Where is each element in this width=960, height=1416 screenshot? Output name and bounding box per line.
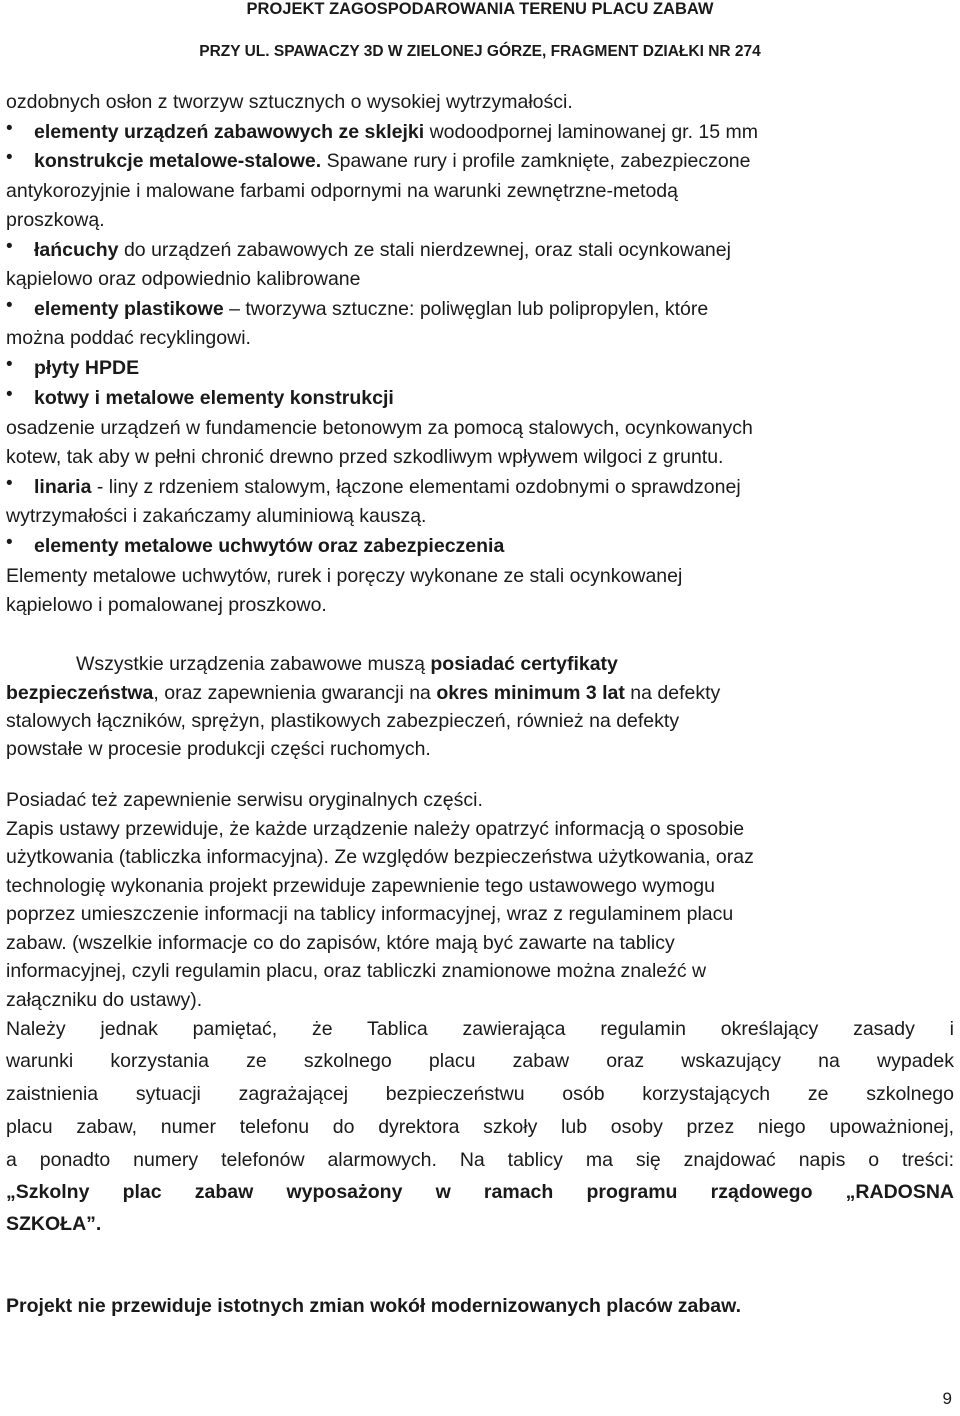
- text-line: proszkową.: [6, 209, 105, 231]
- list-item: [34, 118, 954, 146]
- text-line: można poddać recyklingowi.: [6, 327, 251, 349]
- document-header-line2: PRZY UL. SPAWACZY 3D W ZIELONEJ GÓRZE, FRAGMENT DZIAŁKI NR 274: [199, 43, 761, 60]
- text-line: wytrzymałości i zakańczamy aluminiową kauszą.: [6, 505, 427, 527]
- text-line: ozdobnych osłon z tworzyw sztucznych o wysokiej wytrzymałości.: [6, 91, 573, 113]
- list-item-title: linaria: [34, 476, 92, 498]
- paragraph-line: Wszystkie urządzenia zabawowe muszą posiadać certyfikaty: [76, 653, 618, 675]
- bullet-icon: •: [6, 295, 13, 316]
- list-item-title: konstrukcje metalowe-stalowe.: [34, 150, 322, 172]
- list-item-text: - liny z rdzeniem stalowym, łączone elementami ozdobnymi o sprawdzonej: [91, 476, 741, 498]
- paragraph-line: poprzez umieszczenie informacji na tablicy informacyjnej, wraz z regulaminem placu: [6, 903, 734, 925]
- list-item-title: płyty HPDE: [34, 357, 140, 379]
- paragraph-line: informacyjnej, czyli regulamin placu, oraz tabliczki znamionowe można znaleźć w: [6, 960, 707, 982]
- list-item-title: elementy metalowe uchwytów oraz zabezpieczenia: [34, 535, 505, 557]
- paragraph-line: stalowych łączników, sprężyn, plastikowych zabezpieczeń, również na defekty: [6, 710, 680, 732]
- paragraph-line: powstałe w procesie produkcji części ruchomych.: [6, 738, 431, 760]
- list-item-title: łańcuchy: [34, 239, 119, 261]
- paragraph-line: Należy jednak pamiętać, że Tablica zawierająca regulamin określający zasady i: [6, 1018, 954, 1040]
- text-line: osadzenie urządzeń w fundamencie betonowym za pomocą stalowych, ocynkowanych: [6, 417, 753, 439]
- paragraph-line: załączniku do ustawy).: [6, 989, 203, 1011]
- list-item-text: wodoodpornej laminowanej gr. 15 mm: [424, 121, 759, 143]
- paragraph-line: SZKOŁA”.: [6, 1213, 102, 1235]
- list-item: [34, 295, 954, 323]
- list-item-text: Spawane rury i profile zamknięte, zabezpieczone: [321, 150, 751, 172]
- paragraph-line: placu zabaw, numer telefonu do dyrektora szkoły lub osoby przez niego upoważnionej,: [6, 1116, 954, 1138]
- bullet-icon: •: [6, 532, 13, 553]
- paragraph-line: technologię wykonania projekt przewiduje zapewnienie tego ustawowego wymogu: [6, 875, 715, 897]
- list-item: [34, 473, 954, 501]
- list-item: [34, 147, 954, 175]
- paragraph-line: Zapis ustawy przewiduje, że każde urządzenie należy opatrzyć informacją o sposobie: [6, 818, 745, 840]
- document-header-line1: PROJEKT ZAGOSPODAROWANIA TERENU PLACU ZABAW: [246, 0, 714, 18]
- list-item: [34, 384, 954, 412]
- list-item: [34, 532, 954, 560]
- list-item-title: kotwy i metalowe elementy konstrukcji: [34, 387, 394, 409]
- bullet-icon: •: [6, 384, 13, 405]
- paragraph-line: Posiadać też zapewnienie serwisu oryginalnych części.: [6, 789, 483, 811]
- closing-statement: Projekt nie przewiduje istotnych zmian wokół modernizowanych placów zabaw.: [6, 1295, 742, 1317]
- paragraph-line: zaistnienia sytuacji zagrażającej bezpieczeństwu osób korzystających ze szkolnego: [6, 1083, 954, 1105]
- list-item: [34, 354, 954, 382]
- list-item-title: elementy plastikowe: [34, 298, 224, 320]
- bullet-icon: •: [6, 147, 13, 168]
- bullet-icon: •: [6, 236, 13, 257]
- paragraph-line: zabaw. (wszelkie informacje co do zapisów, które mają być zawarte na tablicy: [6, 932, 675, 954]
- text-line: kąpielowo oraz odpowiednio kalibrowane: [6, 268, 361, 290]
- list-item-title: elementy urządzeń zabawowych ze sklejki: [34, 121, 425, 143]
- text-line: Elementy metalowe uchwytów, rurek i poręczy wykonane ze stali ocynkowanej: [6, 565, 683, 587]
- text-line: kotew, tak aby w pełni chronić drewno przed szkodliwym wpływem wilgoci z gruntu.: [6, 446, 724, 468]
- bullet-icon: •: [6, 473, 13, 494]
- list-item-text: – tworzywa sztuczne: poliwęglan lub polipropylen, które: [223, 298, 709, 320]
- bullet-icon: •: [6, 354, 13, 375]
- paragraph-line: a ponadto numery telefonów alarmowych. Na tablicy ma się znajdować napis o treści:: [6, 1149, 954, 1171]
- paragraph-line: warunki korzystania ze szkolnego placu zabaw oraz wskazujący na wypadek: [6, 1050, 954, 1072]
- text-line: kąpielowo i pomalowanej proszkowo.: [6, 594, 327, 616]
- paragraph-line: „Szkolny plac zabaw wyposażony w ramach programu rządowego „RADOSNA: [6, 1181, 954, 1203]
- page-number: 9: [942, 1389, 952, 1408]
- list-item-text: do urządzeń zabawowych ze stali nierdzewnej, oraz stali ocynkowanej: [118, 239, 731, 261]
- paragraph-line: bezpieczeństwa, oraz zapewnienia gwarancji na okres minimum 3 lat na defekty: [6, 682, 721, 704]
- text-line: antykorozyjnie i malowane farbami odpornymi na warunki zewnętrzne-metodą: [6, 180, 678, 202]
- paragraph-line: użytkowania (tabliczka informacyjna). Ze względów bezpieczeństwa użytkowania, oraz: [6, 846, 754, 868]
- bullet-icon: •: [6, 118, 13, 139]
- list-item: [34, 236, 954, 264]
